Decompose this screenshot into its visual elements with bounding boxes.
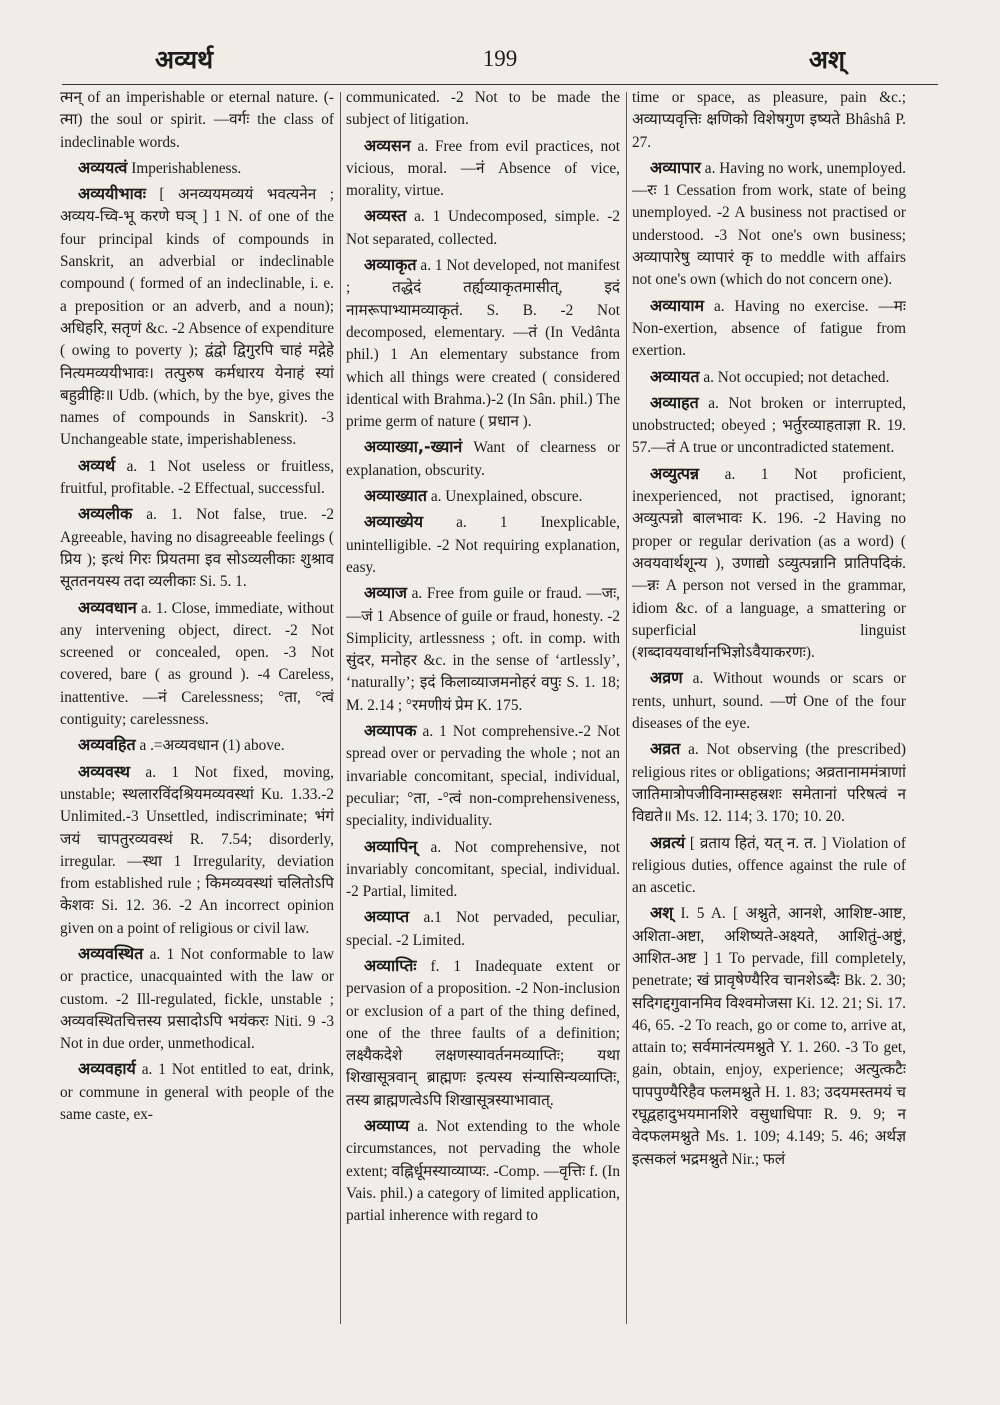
page-header [55, 42, 945, 82]
entry-definition: a. Free from evil practices, not vicious, moral. —नं Absence of vice, morality, virtue. [346, 137, 620, 200]
entry-headword: अव्यवहित [78, 735, 136, 755]
entry-definition: त्मन् of an imperishable or eternal nature. (-त्मा) the soul or spirit. —वर्गः the class of indeclinable words. [60, 89, 334, 151]
dictionary-entry [346, 906, 620, 952]
dictionary-entry [346, 205, 620, 251]
entry-headword: अव्ययत्वं [78, 157, 128, 177]
dictionary-entry [60, 87, 334, 154]
header-right-word: अश् [808, 45, 845, 74]
entry-headword: अव्याप्य [364, 1116, 410, 1136]
entry-headword: अव्यायत [650, 366, 700, 386]
entry-headword: अव्यापक [364, 721, 417, 741]
entry-definition: a. Not extending to the whole circumstances, not pervading the whole extent; वह्निर्धूमस्याव्याप्यः. -Comp. —वृत्तिः f. (In Vais. phil.) a category of limited application, partial inherence with regard to [346, 1118, 620, 1225]
entry-definition: a. Having no exercise. —मः Non-exertion, absence of fatigue from exertion. [632, 297, 906, 360]
column-divider [340, 92, 341, 1324]
dictionary-entry [346, 582, 620, 717]
column-divider [626, 92, 627, 1324]
dictionary-entry [632, 667, 906, 735]
entry-definition: I. 5 A. [ अश्नुते, आनशे, आशिष्ट-आष्ट, अशिता-अष्टा, अशिष्यते-अक्ष्यते, आशितुं-अष्टुं, आशित-अष्ट ] 1 To pervade, fill completely, penetrate; खं प्रावृषेण्यैरिव चानशेऽब्दैः Bk. 2. 30; सदिगद्दगुवानमिव विश्वमोजसा Ki. 12. 21; Si. 17. 46, 65. -2 To reach, go or come to, arrive at, attain to; सर्वमानंत्यमश्नुते Y. 1. 260. -3 To get, gain, obtain, enjoy, experience; अत्युत्कटैः पापपुण्यैरिहैव फलमश्नुते H. 1. 83; उदयमस्तमयं च रघूद्वहादुभयमानशिरे वसुधाधिपाः R. 9. 9; न वेदफलमश्नुते Ms. 1. 109; 4.149; 5. 46; अर्थज्ञ इत्सकलं भद्रमश्नुते Nir.; फलं [632, 905, 906, 1168]
dictionary-entry [632, 902, 906, 1171]
entry-headword: अव्यलीक [78, 504, 133, 524]
entry-definition: a. Free from guile or fraud. —जः, —जं 1 Absence of guile or fraud, honesty. -2 Simplicity, artlessness ; oft. in comp. with सुंदर, मनोहर &c. in the sense of ‘artlessly’, ‘naturally’; इदं किलाव्याजमनोहरं वपुः S. 1. 18; M. 2.14 ; °रमणीयं प्रेम K. 175. [346, 585, 620, 714]
entry-headword: अव्यायाम [650, 295, 705, 315]
dictionary-entry [346, 1115, 620, 1227]
dictionary-entry [346, 436, 620, 482]
entry-headword: अव्याहत [650, 392, 699, 412]
entry-headword: अव्यसन [364, 135, 411, 155]
entry-headword: अव्यवस्थित [78, 943, 144, 963]
entry-definition: [ व्रताय हितं, यत् न. त. ] Violation of religious duties, offence against the rule of an ascetic. [632, 834, 906, 897]
entry-headword: अव्याख्येय [364, 512, 424, 532]
entry-headword: अव्यवधान [78, 597, 137, 617]
entry-headword: अव्यस्त [364, 206, 407, 226]
entry-definition: a. Not occupied; not detached. [699, 368, 890, 386]
column-2 [346, 87, 620, 1327]
entry-headword: अव्याकृत [364, 255, 417, 275]
entry-headword: अव्याख्यात [364, 486, 428, 506]
entry-headword: अव्यवस्थ [78, 761, 131, 781]
dictionary-entry [632, 366, 906, 389]
dictionary-entry [632, 392, 906, 460]
entry-definition: a. 1 Not proficient, inexperienced, not practised, ignorant; अव्युत्पन्नो बालभावः K. 196. -2 Having no proper or regular derivation (as a word) ( अवयवार्थशून्य ), उणाद्यो ऽव्युत्पन्नानि प्रातिपदिकं. —न्नः A person not versed in the grammar, idiom &c. of a language, a smattering or superficial linguist (शब्दावयवार्थानभिज्ञोऽवैयाकरणः). [632, 465, 906, 662]
dictionary-entry [60, 761, 334, 940]
column-3 [632, 87, 906, 1327]
entry-headword: अव्रत्यं [650, 832, 686, 852]
dictionary-entry [60, 597, 334, 732]
entry-definition: a. 1 Not comprehensive.-2 Not spread over or pervading the whole ; not an invariable concomitant, special, individual, peculiar; °ता, -°त्वं non-comprehensiveness, speciality, individuality. [346, 723, 620, 830]
entry-definition: a. 1 Not fixed, moving, unstable; स्थलारविंदश्रियमव्यवस्थां Ku. 1.33.-2 Unlimited.-3 Unsettled, indiscriminate; भंगं जयं चापतुरव्यवस्थं R. 7.54; disorderly, irregular. —स्था 1 Irregularity, deviation from established rule ; किमव्यवस्थां चलितोऽपि केशवः Si. 12. 36. -2 An incorrect opinion given on a point of religious or civil law. [60, 763, 334, 937]
dictionary-entry [346, 485, 620, 508]
entry-definition: a.1 Not pervaded, peculiar, special. -2 Limited. [346, 909, 620, 949]
dictionary-entry [346, 720, 620, 832]
dictionary-entry [632, 738, 906, 828]
dictionary-entry [346, 955, 620, 1112]
dictionary-entry [60, 455, 334, 501]
entry-definition: a. 1 Not entitled to eat, drink, or commune in general with people of the same caste, ex- [60, 1061, 334, 1124]
entry-definition: a. Having no work, unemployed. —रः 1 Cessation from work, state of being unemployed. -2 A business not practised or understood. -3 Not one's own business; अव्यापारेषु व्यापारं कृ to meddle with affairs not one's own (which do not concern one). [632, 159, 906, 289]
dictionary-entry [346, 254, 620, 433]
entry-headword: अव्याज [364, 583, 407, 603]
dictionary-entry [60, 1058, 334, 1126]
entry-headword: अव्यवहार्य [78, 1059, 136, 1079]
dictionary-entry [60, 183, 334, 452]
entry-headword: अव्यापिन् [364, 836, 418, 856]
entry-definition: Want of clearness or explanation, obscurity. [346, 439, 620, 479]
entry-definition: a. Without wounds or scars or rents, unhurt, sound. —णं One of the four diseases of the eye. [632, 670, 906, 733]
dictionary-entry [60, 943, 334, 1055]
dictionary-entry [60, 157, 334, 180]
entry-definition: time or space, as pleasure, pain &c.; अव्याप्यवृत्तिः क्षणिको विशेषगुण इष्यते Bhâshâ P. 27. [632, 89, 906, 151]
dictionary-entry [632, 157, 906, 292]
dictionary-entry [346, 511, 620, 579]
entry-definition: a. Not comprehensive, not invariably concomitant, special, individual. -2 Partial, limited. [346, 838, 620, 901]
header-left-word: अव्यर्थ [155, 45, 214, 74]
dictionary-entry [632, 87, 906, 154]
dictionary-entry [346, 87, 620, 132]
dictionary-entry [346, 135, 620, 203]
entry-headword: अव्यापार [650, 157, 701, 177]
entry-headword: अव्रत [650, 739, 681, 759]
entry-definition: a. 1 Undecomposed, simple. -2 Not separated, collected. [346, 208, 620, 248]
page-number: 199 [482, 46, 518, 71]
entry-headword: अव्याख्या,-ख्यानं [364, 437, 463, 457]
entry-definition: a. Not broken or interrupted, unobstructed; obeyed ; भर्तुरव्याहताज्ञा R. 19. 57.—तं A true or uncontradicted statement. [632, 394, 906, 457]
entry-definition: a. 1 Not conformable to law or practice, unacquainted with the law or custom. -2 Ill-regulated, fickle, unstable ; अव्यवस्थितचित्तस्य प्रसादोऽपि भयंकरः Niti. 9 -3 Not in due order, unmethodical. [60, 945, 334, 1053]
entry-definition: Imperishableness. [127, 159, 242, 177]
entry-definition: [ अनव्ययमव्ययं भवत्यनेन ; अव्यय-च्वि-भू करणे घञ् ] 1 N. of one of the four principal kinds of compounds in Sanskrit, an adverbial or indeclinable compound ( formed of an indeclinable, i. e. a preposition or an adverb, and a noun); अधिहरि, सतृणं &c. -2 Absence of expenditure ( owing to poverty ); द्वंद्वो द्विगुरपि चाहं मद्गेहे नित्यमव्ययीभावः। तत्पुरुष कर्मधारय येनाहं स्यां बहुव्रीहिः॥ Udb. (which, by the bye, gives the names of compounds in Sanskrit). -3 Unchangeable state, imperishableness. [60, 186, 334, 449]
entry-headword: अश् [650, 903, 674, 923]
entry-definition: a. 1 Inexplicable, unintelligible. -2 Not requiring explanation, easy. [346, 514, 620, 576]
header-rule [62, 84, 938, 85]
entry-definition: a. 1. Close, immediate, without any intervening object, direct. -2 Not screened or concealed, open. -3 Not covered, bare ( as ground ). -4 Careless, inattentive. —नं Carelessness; °ता, °त्वं contiguity; carelessness. [60, 599, 334, 729]
entry-headword: अव्याप्त [364, 907, 410, 927]
entry-definition: a. 1. Not false, true. -2 Agreeable, having no disagreeable feelings ( प्रिय ); इत्थं गिरः प्रियतमा इव सोऽव्यलीकाः शुश्राव सूततनयस्य तदा व्यलीकाः Si. 5. 1. [60, 506, 334, 591]
entry-headword: अव्युत्पन्न [650, 463, 700, 483]
dictionary-entry [60, 734, 334, 757]
entry-headword: अव्यर्थ [78, 455, 116, 475]
column-1 [60, 87, 334, 1327]
dictionary-entry [632, 832, 906, 900]
dictionary-entry [346, 836, 620, 904]
entry-headword: अव्याप्तिः [364, 955, 417, 975]
entry-definition: a .=अव्यवधान (1) above. [135, 737, 285, 755]
entry-definition: f. 1 Inadequate extent or pervasion of a proposition. -2 Non-inclusion or exclusion of a part of the thing defined, one of the three faults of a definition; लक्ष्यैकदेशे लक्षणस्यावर्तनमव्याप्तिः; यथा शिखासूत्रवान् ब्राह्मणः इत्यस्य संन्यासिन्यव्याप्तिः, तस्य ब्राह्मणत्वेऽपि शिखासूत्रस्याभावात्. [346, 957, 620, 1109]
entry-definition: communicated. -2 Not to be made the subject of litigation. [346, 89, 620, 129]
entry-headword: अव्ययीभावः [78, 184, 146, 204]
dictionary-entry [632, 463, 906, 665]
dictionary-entry [60, 503, 334, 593]
entry-definition: a. Unexplained, obscure. [427, 488, 583, 506]
entry-definition: a. Not observing (the prescribed) religious rites or obligations; अव्रतानाममंत्राणां जातिमात्रोपजीविनाम्सहस्रशः समेतानां परिषत्वं न विद्यते॥ Ms. 12. 114; 3. 170; 10. 20. [632, 741, 906, 826]
entry-headword: अव्रण [650, 668, 683, 688]
entry-definition: a. 1 Not useless or fruitless, fruitful, profitable. -2 Effectual, successful. [60, 457, 334, 498]
dictionary-entry [632, 295, 906, 363]
entry-definition: a. 1 Not developed, not manifest ; तद्धेदं तर्ह्यव्याकृतमासीत्, इदं नामरूपाभ्यामव्याकृतं. S. B. -2 Not decomposed, elementary. —तं (In Vedânta phil.) 1 An elementary substance from which all things were created ( considered identical with Brahma.)-2 (In Sân. phil.) The prime germ of nature ( प्रधान ). [346, 257, 620, 431]
